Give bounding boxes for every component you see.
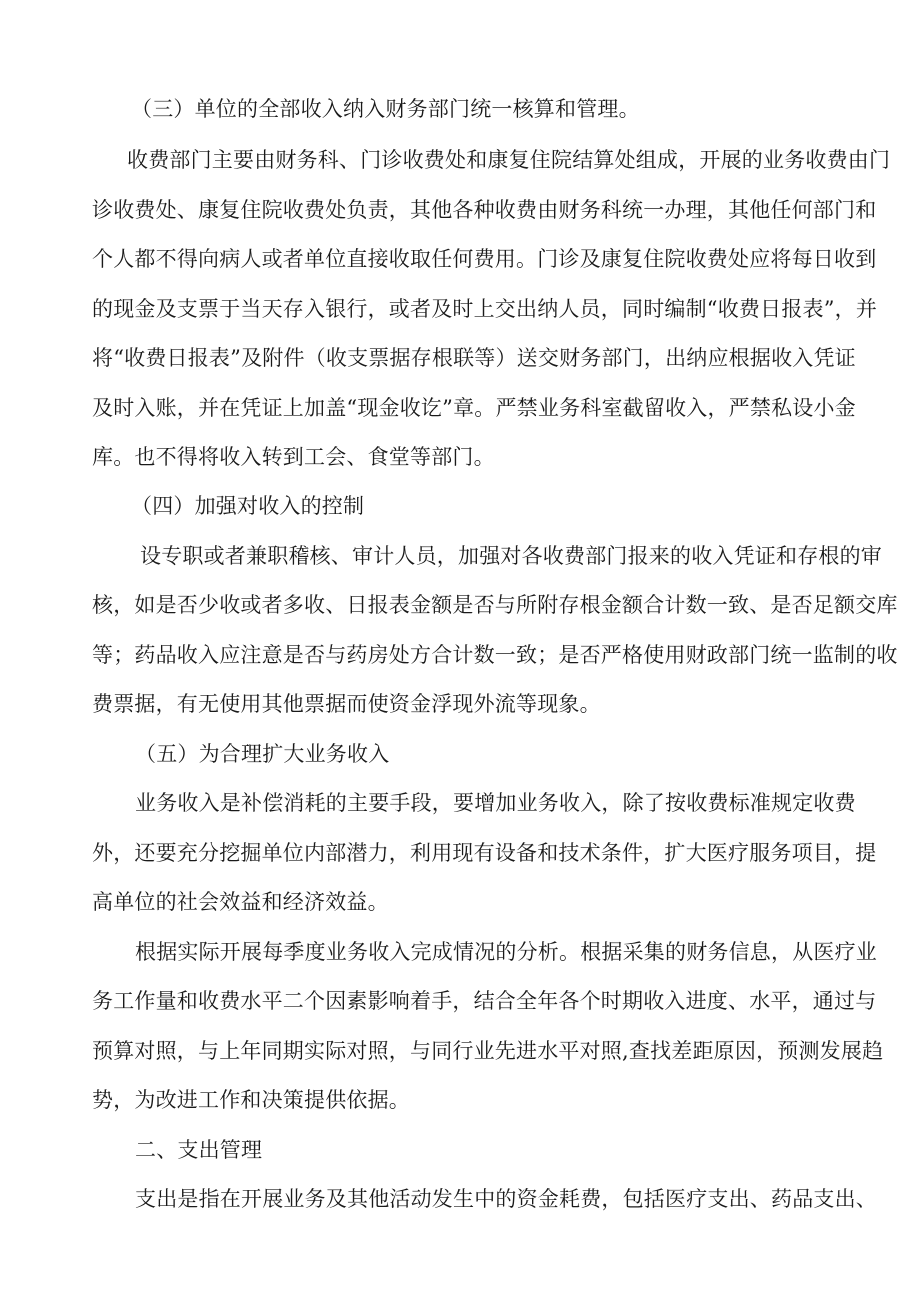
paragraph-line: 库。也不得将收入转到工会、食堂等部门。 — [92, 445, 495, 469]
section-heading-two: 二、支出管理 — [135, 1138, 263, 1162]
paragraph-line: 业务收入是补偿消耗的主要手段，要增加业务收入，除了按收费标准规定收费 — [135, 791, 856, 815]
section-heading-three: （三）单位的全部收入纳入财务部门统一核算和管理。 — [131, 97, 640, 121]
paragraph-line: 的现金及支票于当天存入银行，或者及时上交出纳人员，同时编制“收费日报表”，并 — [92, 297, 878, 321]
paragraph-line: 将“收费日报表”及附件（收支票据存根联等）送交财务部门，出纳应根据收入凭证 — [92, 346, 856, 370]
paragraph-line: 设专职或者兼职稽核、审计人员，加强对各收费部门报来的收入凭证和存根的审 — [140, 544, 882, 568]
paragraph-line: 势，为改进工作和决策提供依据。 — [92, 1088, 410, 1112]
paragraph-line: 预算对照，与上年同期实际对照，与同行业先进水平对照,查找差距原因，预测发展趋 — [92, 1039, 884, 1063]
paragraph-line: 及时入账，并在凭证上加盖“现金收讫”章。严禁业务科室截留收入，严禁私设小金 — [92, 396, 856, 420]
paragraph-line: 根据实际开展每季度业务收入完成情况的分析。根据采集的财务信息，从医疗业 — [135, 940, 877, 964]
paragraph-line: 核，如是否少收或者多收、日报表金额是否与所附存根金额合计数一致、是否足额交库 — [92, 593, 898, 617]
paragraph-line: 高单位的社会效益和经济效益。 — [92, 890, 389, 914]
paragraph-line: 等；药品收入应注意是否与药房处方合计数一致；是否严格使用财政部门统一监制的收 — [92, 643, 898, 667]
paragraph-line: 务工作量和收费水平二个因素影响着手，结合全年各个时期收入进度、水平，通过与 — [92, 989, 877, 1013]
paragraph-line: 支出是指在开展业务及其他活动发生中的资金耗费，包括医疗支出、药品支出、 — [135, 1187, 877, 1211]
section-heading-five: （五）为合理扩大业务收入 — [135, 742, 390, 766]
paragraph-line: 费票据，有无使用其他票据而使资金浮现外流等现象。 — [92, 692, 601, 716]
paragraph-line: 个人都不得向病人或者单位直接收取任何费用。门诊及康复住院收费处应将每日收到 — [92, 247, 877, 271]
paragraph-line: 收费部门主要由财务科、门诊收费处和康复住院结算处组成，开展的业务收费由门 — [127, 148, 891, 172]
section-heading-four: （四）加强对收入的控制 — [131, 494, 365, 518]
paragraph-line: 诊收费处、康复住院收费处负责，其他各种收费由财务科统一办理，其他任何部门和 — [92, 198, 877, 222]
paragraph-line: 外，还要充分挖掘单位内部潜力，利用现有设备和技术条件，扩大医疗服务项目，提 — [92, 841, 877, 865]
